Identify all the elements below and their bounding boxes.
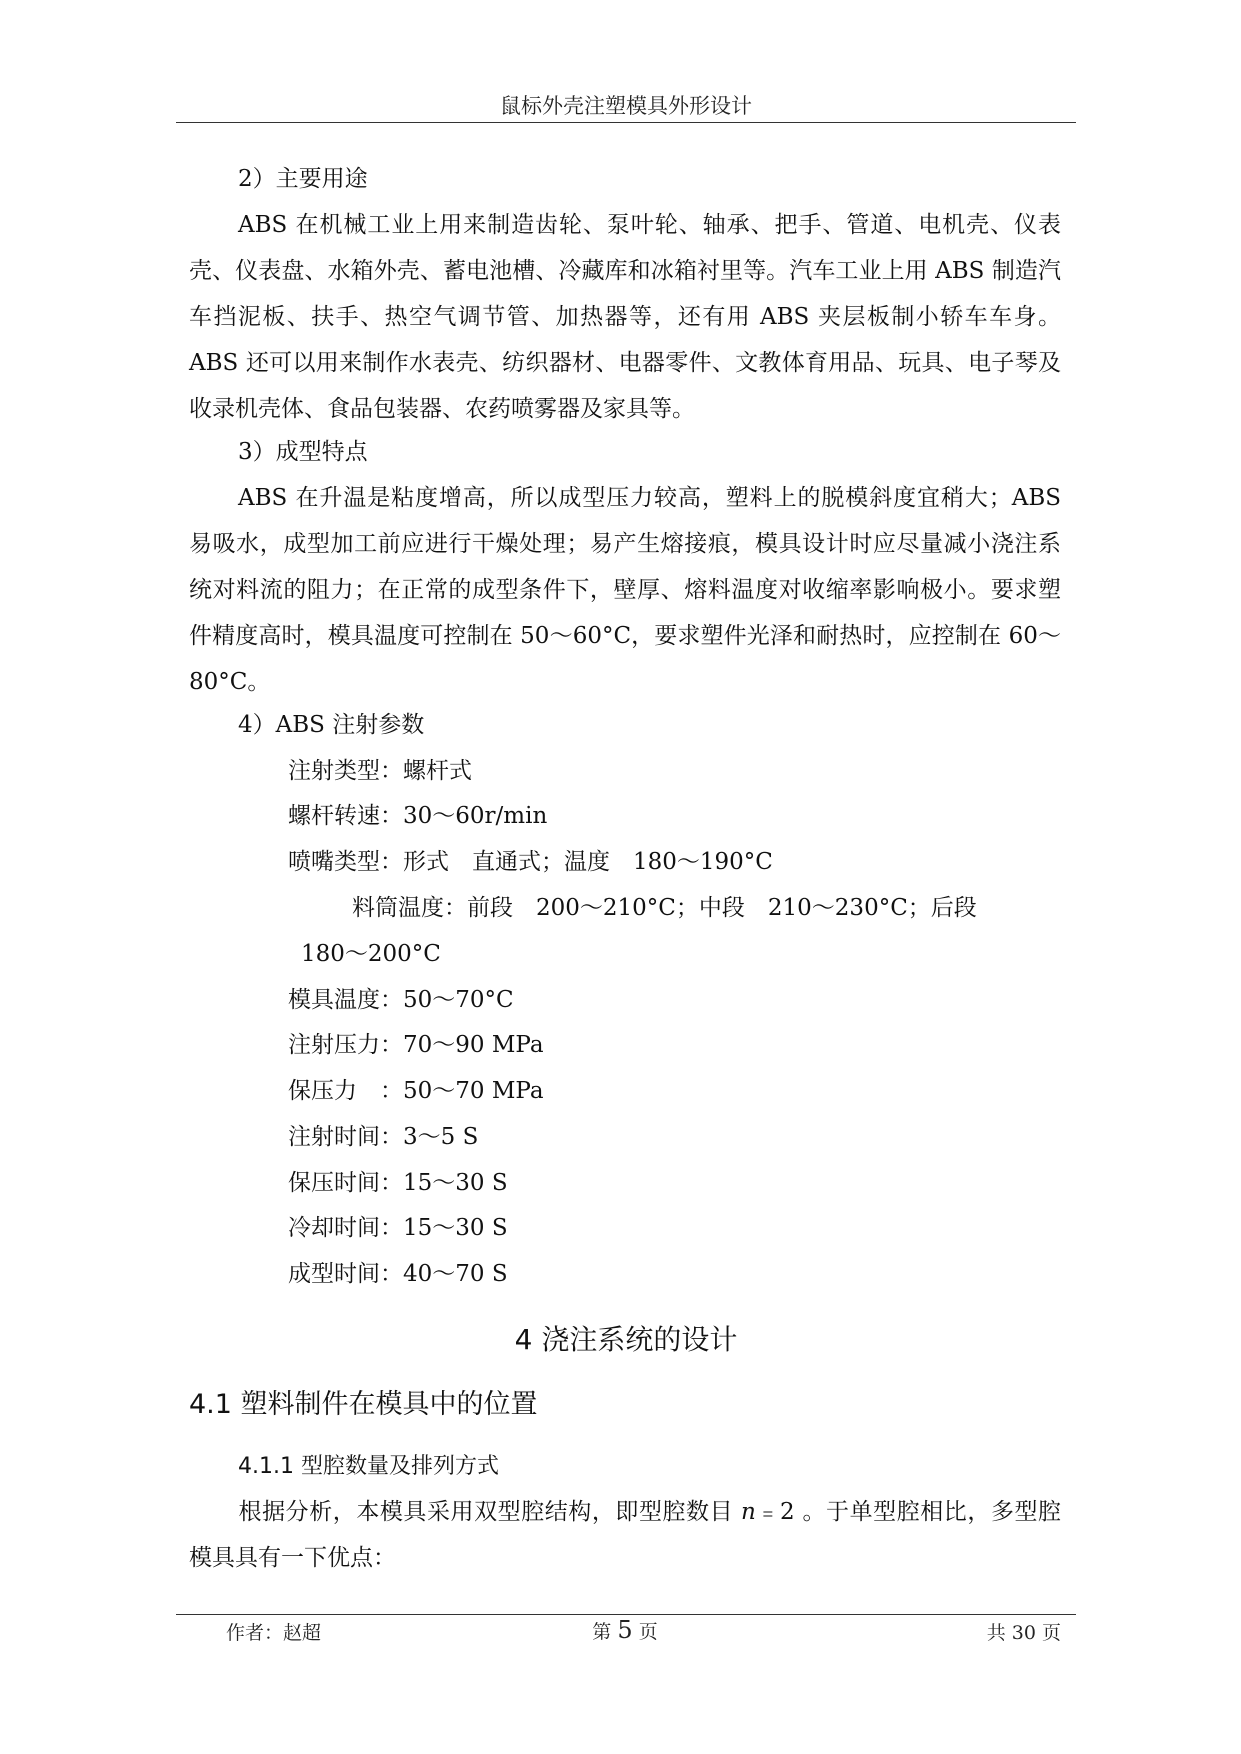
header-divider — [176, 122, 1076, 123]
paragraph-main-uses — [189, 202, 1061, 432]
paragraph-cavity-count-text-b: ﹦2 。于单型腔相比，多型腔模具具有一下优点： — [189, 1499, 1062, 1571]
param-injection-pressure: 注射压力：70～90 MPa — [288, 1032, 544, 1058]
footer-page-num: 5 — [617, 1616, 633, 1644]
param-screw-speed: 螺杆转速：30～60r/min — [288, 803, 548, 829]
footer-page-prefix: 第 — [592, 1621, 612, 1643]
section-title: 4.1 塑料制件在模具中的位置 — [189, 1389, 538, 1420]
param-holding-pressure: 保压力 ：50～70 MPa — [288, 1078, 544, 1104]
footer-author: 作者：赵超 — [226, 1622, 322, 1644]
subsection-title: 4.1.1 型腔数量及排列方式 — [238, 1454, 499, 1479]
footer-page-number — [530, 1616, 720, 1644]
subheading-injection-parameters: 4）ABS 注射参数 — [238, 712, 425, 738]
param-holding-time: 保压时间：15～30 S — [288, 1170, 508, 1196]
param-barrel-temperature: 料筒温度：前段 200～210°C；中段 210～230°C；后段 — [352, 895, 977, 921]
footer-total-pages: 共 30 页 — [986, 1622, 1061, 1644]
paragraph-cavity-count-text-a: 根据分析，本模具采用双型腔结构，即型腔数目 — [238, 1499, 734, 1525]
param-injection-time: 注射时间：3～5 S — [288, 1124, 479, 1150]
param-molding-time: 成型时间：40～70 S — [288, 1261, 508, 1287]
subheading-main-uses: 2）主要用途 — [238, 166, 368, 192]
param-injection-type: 注射类型：螺杆式 — [288, 758, 472, 784]
running-header-title: 鼠标外壳注塑模具外形设计 — [500, 94, 752, 118]
paragraph-molding-characteristics-text: ABS 在升温是粘度增高，所以成型压力较高，塑料上的脱模斜度宜稍大；ABS 易吸水，成型加工前应进行干燥处理；易产生熔接痕，模具设计时应尽量减小浇注系统对料流的阻力；在正常的成型条件下，壁厚、熔料温度对收缩率影响极小。要求塑件精度高时，模具温度可控制在 50～60°C，要求塑件光泽和耐热时，应控制在 60～80°C。 — [189, 485, 1061, 695]
param-nozzle: 喷嘴类型：形式 直通式；温度 180～190°C — [288, 849, 773, 875]
paragraph-cavity-count — [189, 1489, 1061, 1581]
param-mold-temperature: 模具温度：50～70°C — [288, 987, 514, 1013]
param-barrel-temperature-rear: 180～200°C — [301, 941, 441, 967]
paragraph-main-uses-text: ABS 在机械工业上用来制造齿轮、泵叶轮、轴承、把手、管道、电机壳、仪表壳、仪表盘、水箱外壳、蓄电池槽、冷藏库和冰箱衬里等。汽车工业上用 ABS 制造汽车挡泥板、扶手、热空气调节管、加热器等，还有用 ABS 夹层板制小轿车车身。ABS 还可以用来制作水表壳、纺织器材、电器零件、文教体育用品、玩具、电子琴及收录机壳体、食品包装器、农药喷雾器及家具等。 — [189, 212, 1061, 422]
footer-divider — [176, 1614, 1076, 1615]
footer-page-suffix: 页 — [638, 1621, 658, 1643]
subheading-molding-characteristics: 3）成型特点 — [238, 439, 368, 465]
paragraph-molding-characteristics — [189, 475, 1061, 705]
chapter-title: 4 浇注系统的设计 — [514, 1323, 738, 1356]
variable-n: n — [741, 1499, 756, 1525]
param-cooling-time: 冷却时间：15～30 S — [288, 1215, 508, 1241]
